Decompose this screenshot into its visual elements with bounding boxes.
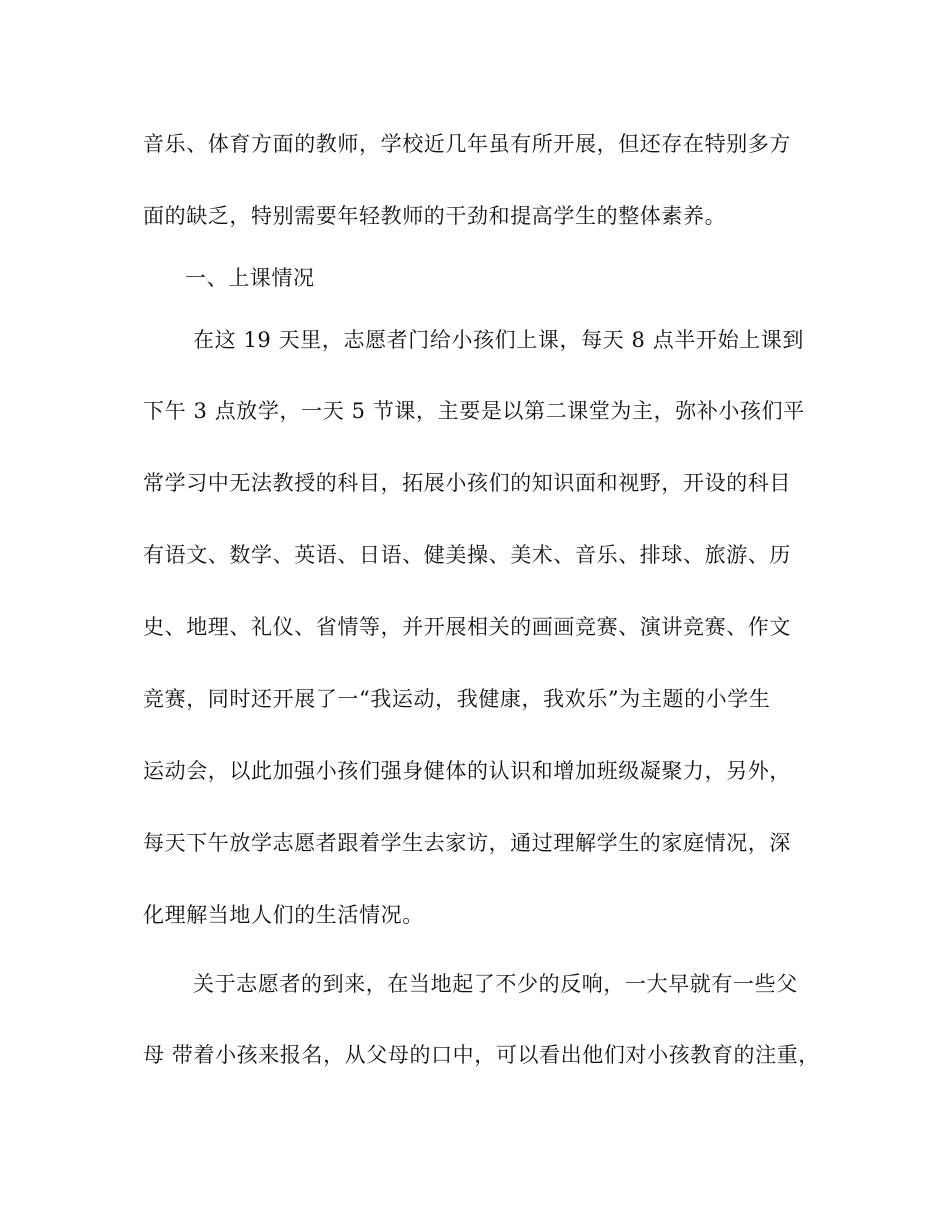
section-heading: 一、上课情况 <box>185 266 315 290</box>
paragraph-line: 常学习中无法教授的科目，拓展小孩们的知识面和视野，开设的科目 <box>143 471 791 495</box>
paragraph-line: 化理解当地人们的生活情况。 <box>143 903 424 927</box>
paragraph-line: 关于志愿者的到来，在当地起了不少的反响，一大早就有一些父 <box>193 972 798 996</box>
paragraph-line: 音乐、体育方面的教师，学校近几年虽有所开展，但还存在特别多方 <box>143 132 791 156</box>
paragraph-line: 有语文、数学、英语、日语、健美操、美术、音乐、排球、旅游、历 <box>143 543 791 567</box>
paragraph-line: 在这 19 天里，志愿者门给小孩们上课，每天 8 点半开始上课到 <box>193 328 804 352</box>
paragraph-line: 面的缺乏，特别需要年轻教师的干劲和提高学生的整体素养。 <box>143 204 727 228</box>
paragraph-line: 史、地理、礼仪、省情等，并开展相关的画画竞赛、演讲竞赛、作文 <box>143 615 791 639</box>
paragraph-line: 下午 3 点放学，一天 5 节课，主要是以第二课堂为主，弥补小孩们平 <box>143 399 805 423</box>
paragraph-line: 母 带着小孩来报名，从父母的口中，可以看出他们对小孩教育的注重， <box>143 1043 820 1067</box>
paragraph-line: 竞赛，同时还开展了一“我运动，我健康，我欢乐”为主题的小学生 <box>143 687 771 711</box>
paragraph-line: 运动会，以此加强小孩们强身健体的认识和增加班级凝聚力，另外， <box>143 759 791 783</box>
paragraph-line: 每天下午放学志愿者跟着学生去家访，通过理解学生的家庭情况，深 <box>143 831 791 855</box>
